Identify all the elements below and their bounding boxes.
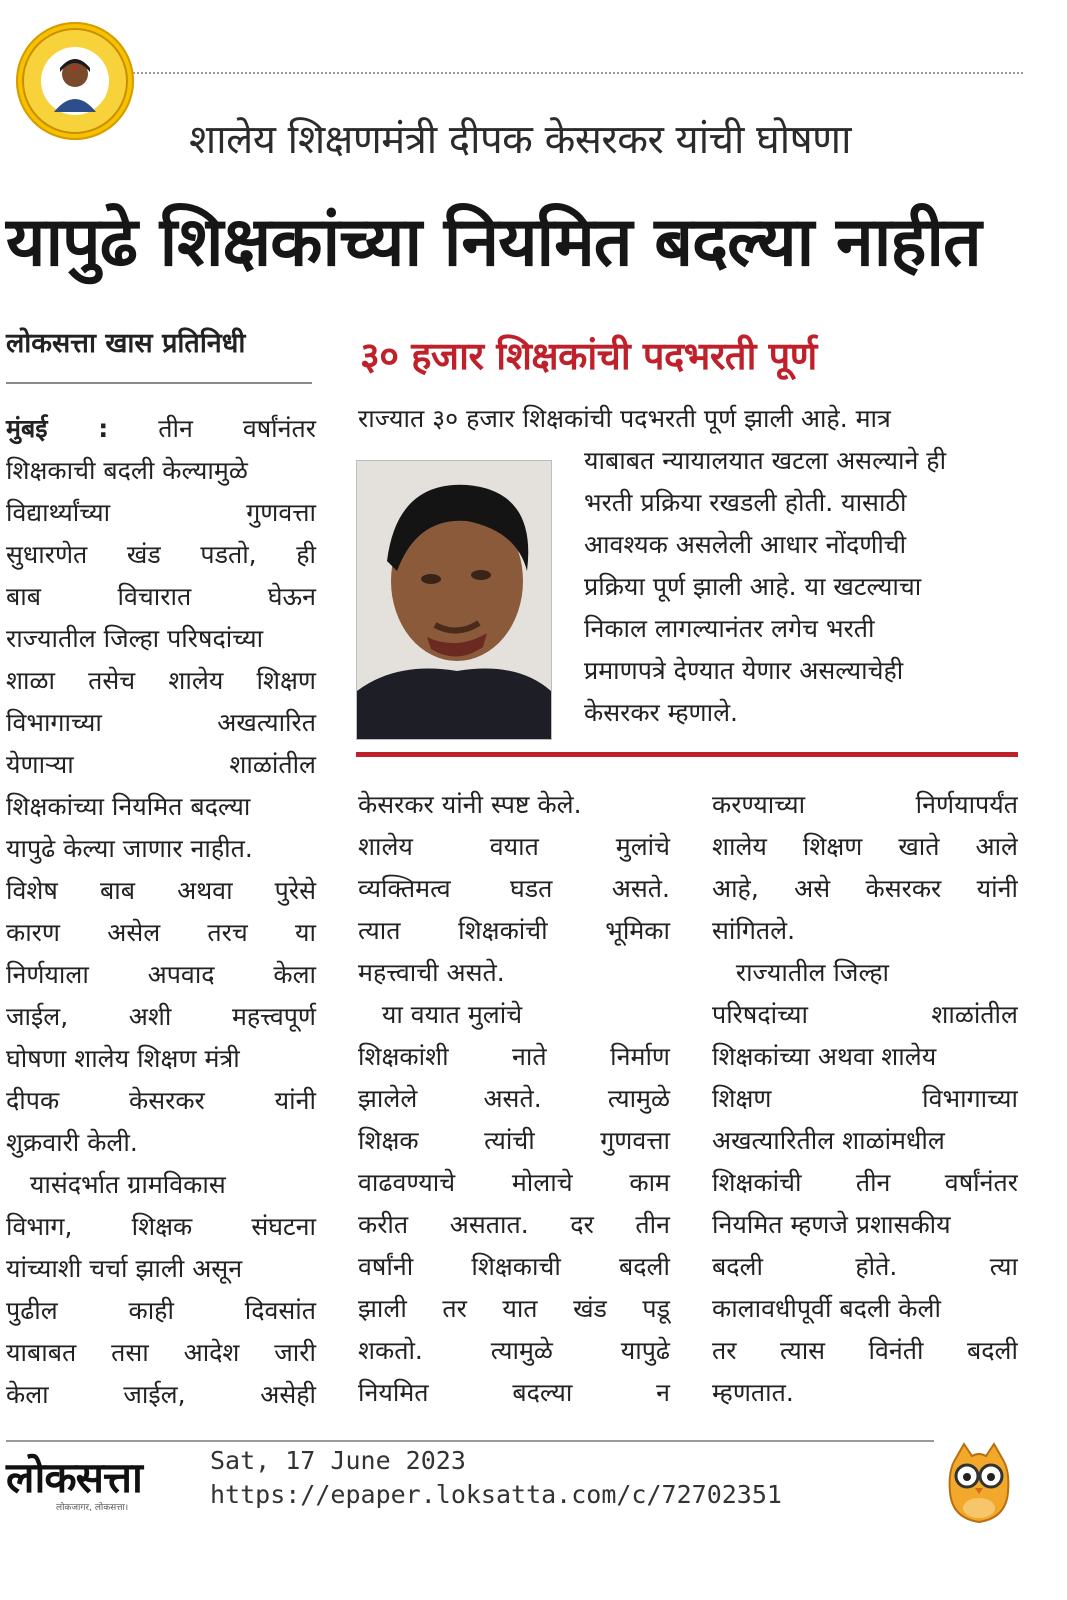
article-column-1 (6, 408, 316, 1416)
column-line: म्हणतात. (712, 1378, 794, 1407)
column-line: शिक्षक त्यांची गुणवत्ता (358, 1126, 670, 1155)
column-line: परिषदांच्या शाळांतील (712, 1000, 1018, 1029)
column-line: बाब विचारात घेऊन (6, 582, 316, 611)
column-line: सुधारणेत खंड पडतो, ही (6, 540, 316, 569)
column-line: राज्यातील जिल्हा (712, 958, 889, 987)
column-line: पुढील काही दिवसांत (6, 1296, 316, 1325)
article-column-2 (358, 784, 670, 1414)
column-line: विभागाच्या अखत्यारित (6, 708, 316, 737)
column-line: जाईल, अशी महत्त्वपूर्ण (6, 1002, 316, 1031)
column-line: करण्याच्या निर्णयापर्यंत (712, 790, 1018, 819)
article-column-3 (712, 784, 1018, 1414)
publication-date: Sat, 17 June 2023 (210, 1446, 466, 1475)
portrait-photo-icon (357, 461, 551, 739)
column-line: विशेष बाब अथवा पुरेसे (6, 876, 316, 905)
column-line: नियमित बदल्या न (358, 1378, 670, 1407)
column-line: बदली होते. त्या (712, 1252, 1018, 1281)
article-byline: लोकसत्ता खास प्रतिनिधी (6, 328, 246, 359)
column-line: यांच्याशी चर्चा झाली असून (6, 1254, 243, 1283)
red-divider (356, 752, 1018, 757)
column-line (6, 408, 316, 450)
column-line: झालेले असते. त्यामुळे (358, 1084, 670, 1113)
column-line: नियमित म्हणजे प्रशासकीय (712, 1210, 951, 1239)
column-line: शकतो. त्यामुळे यापुढे (358, 1336, 670, 1365)
top-dotted-rule (118, 72, 1023, 74)
column-line: शिक्षण विभागाच्या (712, 1084, 1018, 1113)
box-line: प्रमाणपत्रे देण्यात येणार असल्याचेही (584, 656, 904, 685)
column-line: शिक्षकाची बदली केल्यामुळे (6, 456, 248, 485)
column-line: दीपक केसरकर यांनी (6, 1086, 316, 1115)
column-line: केसरकर यांनी स्पष्ट केले. (358, 790, 582, 819)
column-line: त्यात शिक्षकांची भूमिका (358, 916, 670, 945)
box-line: भरती प्रक्रिया रखडली होती. यासाठी (584, 488, 907, 517)
byline-divider (6, 382, 312, 384)
column-line: शिक्षकांच्या नियमित बदल्या (6, 792, 251, 821)
sidebar-box-text (584, 440, 1024, 734)
box-line: आवश्यक असलेली आधार नोंदणीची (584, 530, 907, 559)
box-line: निकाल लागल्यानंतर लगेच भरती (584, 614, 875, 643)
column-line: झाली तर यात खंड पडू (358, 1294, 670, 1323)
column-line: विभाग, शिक्षक संघटना (6, 1212, 316, 1241)
epaper-url-link[interactable]: https://epaper.loksatta.com/c/72702351 (210, 1480, 782, 1509)
box-line: केसरकर म्हणाले. (584, 698, 738, 727)
dateline: मुंबई : (6, 414, 109, 443)
article-headline: यापुढे शिक्षकांच्या नियमित बदल्या नाहीत (6, 203, 981, 282)
column-line: आहे, असे केसरकर यांनी (712, 874, 1018, 903)
logo-tagline: लोकजागर, लोकसत्ता। (56, 1503, 129, 1513)
column-line: शाळा तसेच शालेय शिक्षण (6, 666, 316, 695)
column-line: कारण असेल तरच या (6, 918, 316, 947)
column-line-text: तीन वर्षांनंतर (158, 414, 316, 443)
column-line: येणाऱ्या शाळांतील (6, 750, 316, 779)
column-line: राज्यातील जिल्हा परिषदांच्या (6, 624, 264, 653)
sidebar-box-lead: राज्यात ३० हजार शिक्षकांची पदभरती पूर्ण झाली आहे. मात्र (358, 404, 891, 433)
column-line: शिक्षकांच्या अथवा शालेय (712, 1042, 937, 1071)
column-line: करीत असतात. दर तीन (358, 1210, 670, 1239)
sidebar-box-title: ३० हजार शिक्षकांची पदभरती पूर्ण (360, 334, 817, 378)
column-line: व्यक्तिमत्व घडत असते. (358, 874, 670, 903)
box-line: प्रक्रिया पूर्ण झाली आहे. या खटल्याचा (584, 572, 922, 601)
column-line: महत्त्वाची असते. (358, 958, 505, 987)
article-kicker: शालेय शिक्षणमंत्री दीपक केसरकर यांची घोषणा (189, 117, 851, 163)
column-line: वर्षांनी शिक्षकाची बदली (358, 1252, 670, 1281)
author-badge-logo (16, 22, 134, 140)
box-line: याबाबत न्यायालयात खटला असल्याने ही (584, 446, 947, 475)
column-line: यासंदर्भात ग्रामविकास (6, 1170, 226, 1199)
column-line: याबाबत तसा आदेश जारी (6, 1338, 316, 1367)
owl-icon (944, 1440, 1014, 1526)
column-line: कालावधीपूर्वी बदली केली (712, 1294, 941, 1323)
column-line: शिक्षकांशी नाते निर्माण (358, 1042, 670, 1071)
loksatta-logo: लोकसत्ता (6, 1453, 142, 1502)
column-line: घोषणा शालेय शिक्षण मंत्री (6, 1044, 240, 1073)
column-line: विद्यार्थ्यांच्या गुणवत्ता (6, 498, 316, 527)
column-line: शुक्रवारी केली. (6, 1128, 138, 1157)
column-line: सांगितले. (712, 916, 796, 945)
column-line: केला जाईल, असेही (6, 1380, 316, 1409)
column-line: तर त्यास विनंती बदली (712, 1336, 1018, 1365)
badge-portrait-icon (16, 22, 134, 140)
column-line: या वयात मुलांचे (358, 1000, 523, 1029)
column-line: अखत्यारितील शाळांमधील (712, 1126, 945, 1155)
column-line: वाढवण्याचे मोलाचे काम (358, 1168, 670, 1197)
column-line: शिक्षकांची तीन वर्षांनंतर (712, 1168, 1018, 1197)
column-line: शालेय शिक्षण खाते आले (712, 832, 1018, 861)
footer-divider (6, 1440, 934, 1442)
column-line: यापुढे केल्या जाणार नाहीत. (6, 834, 253, 863)
column-line: शालेय वयात मुलांचे (358, 832, 670, 861)
column-line: निर्णयाला अपवाद केला (6, 960, 316, 989)
minister-photo (356, 460, 552, 740)
